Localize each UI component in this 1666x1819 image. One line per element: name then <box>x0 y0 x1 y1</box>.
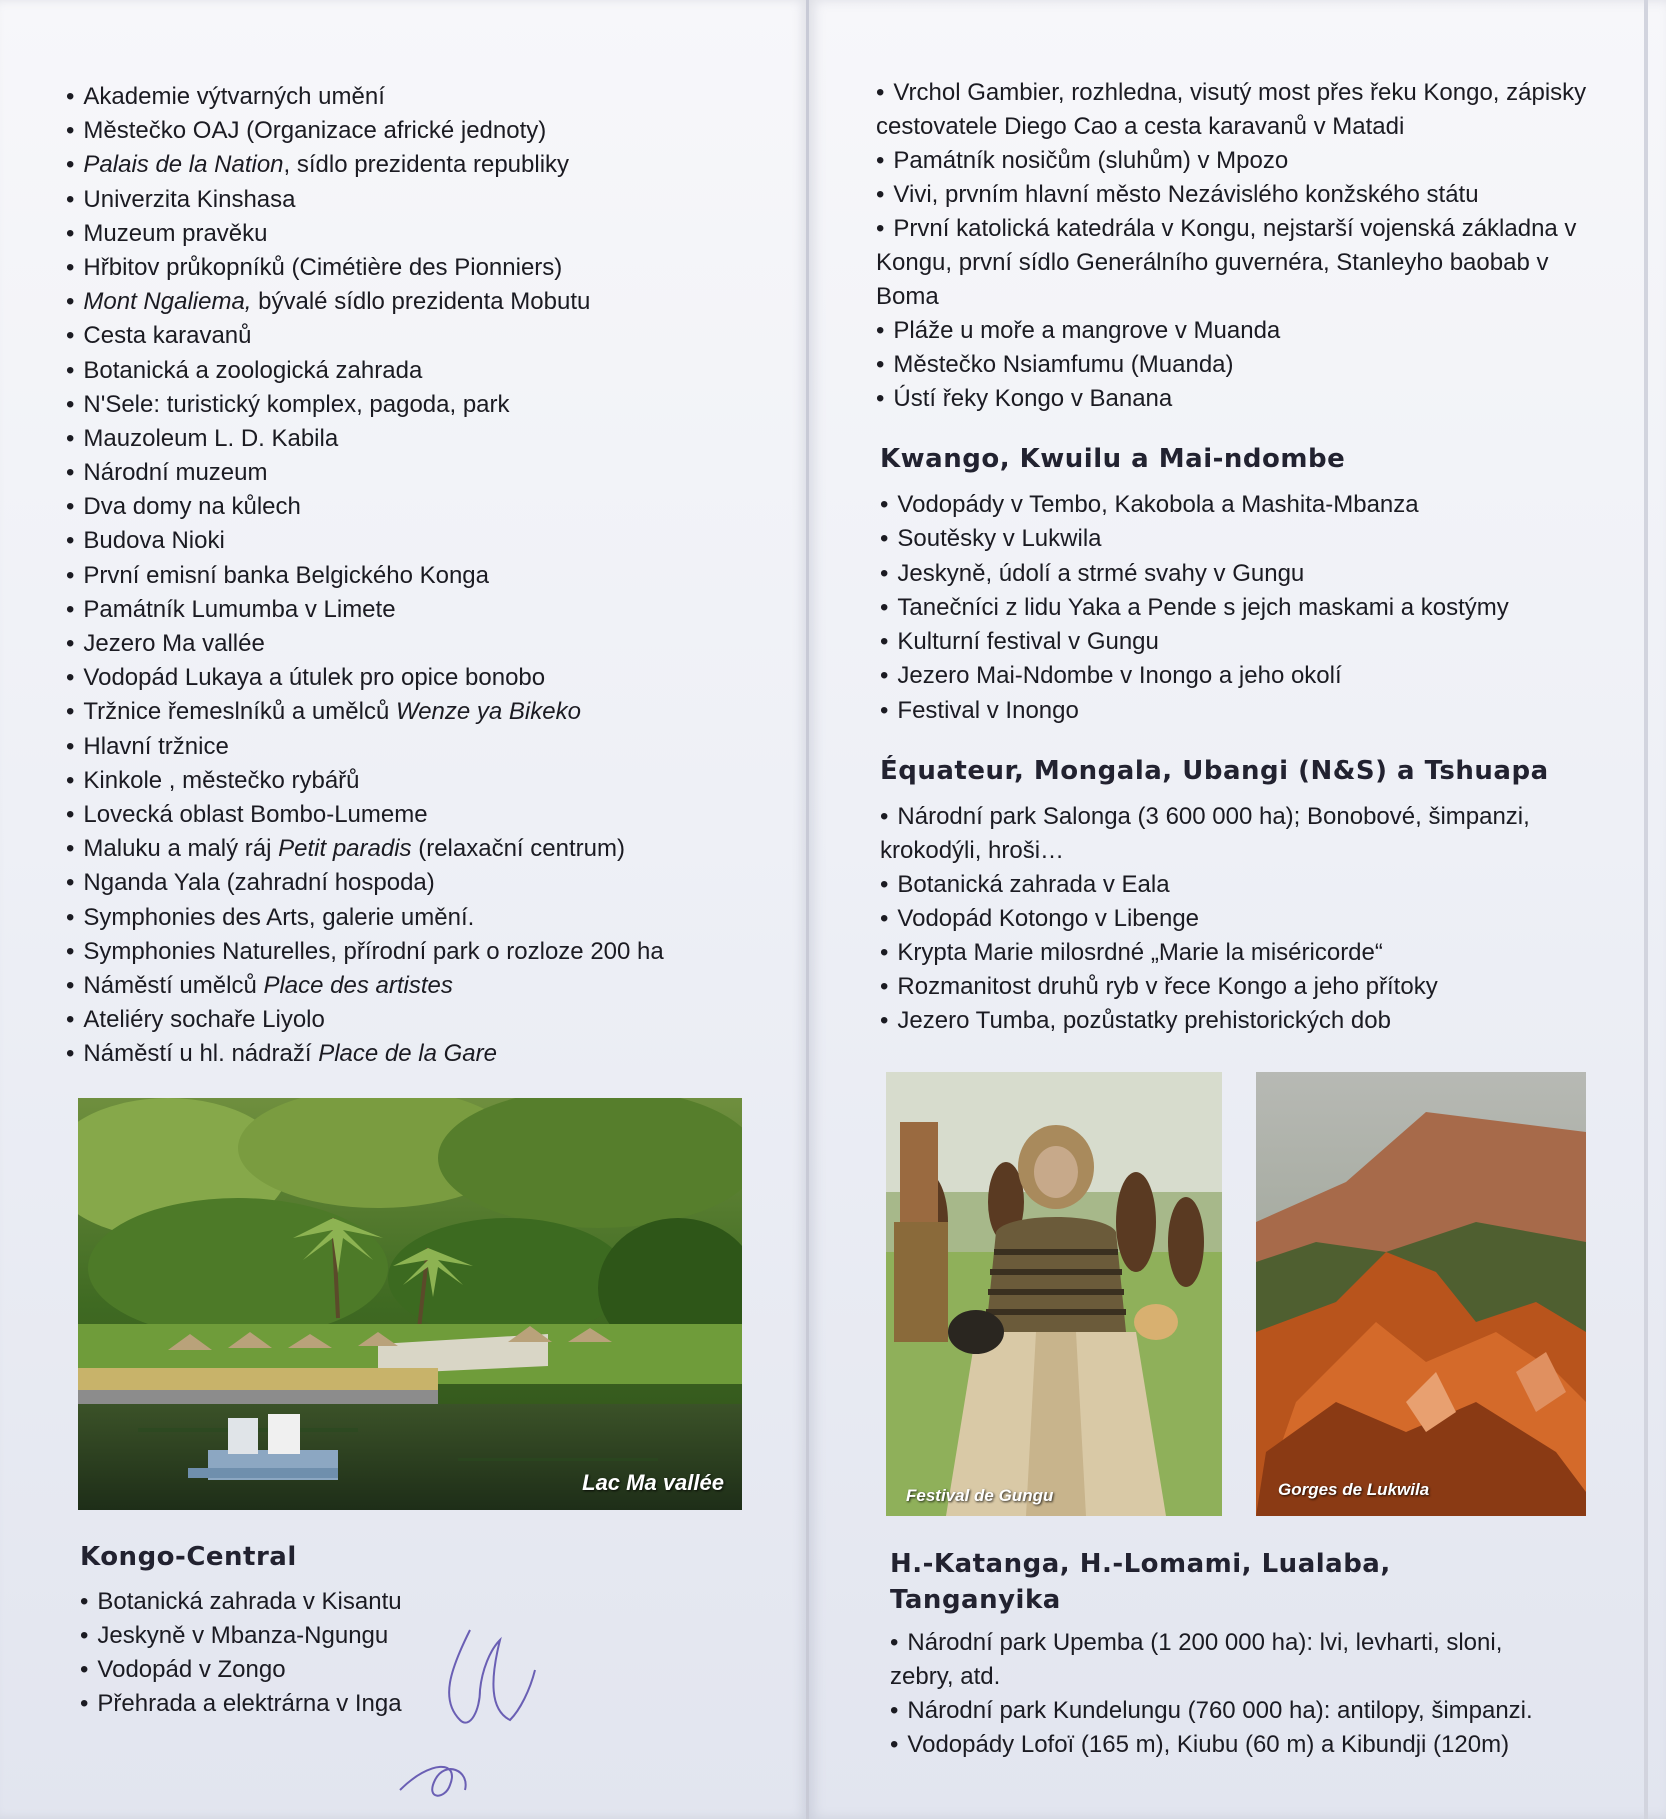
list-item: • Památník Lumumba v Limete <box>66 593 786 627</box>
equateur-heading: Équateur, Mongala, Ubangi (N&S) a Tshuapa <box>880 756 1549 786</box>
list-item: • Symphonies des Arts, galerie umění. <box>66 901 786 935</box>
photo-caption: Festival de Gungu <box>906 1486 1054 1505</box>
list-item: • Vodopády v Tembo, Kakobola a Mashita-Mbanza <box>880 488 1620 522</box>
list-item <box>66 832 786 866</box>
page-fold <box>806 0 809 1819</box>
list-item: • Rozmanitost druhů ryb v řece Kongo a jeho přítoky <box>880 970 1600 1004</box>
kongo-central-heading: Kongo-Central <box>80 1542 297 1572</box>
list-item-text: (relaxační centrum) <box>411 835 625 863</box>
list-item-text: bývalé sídlo prezidenta Mobutu <box>251 288 591 316</box>
list-item-text: Náměstí umělců <box>83 971 264 999</box>
list-item: • Národní muzeum <box>66 456 786 490</box>
list-item: • Městečko Nsiamfumu (Muanda) <box>876 348 1616 382</box>
italic-text: Mont Ngaliema, <box>83 288 252 316</box>
list-item: • Budova Nioki <box>66 524 786 558</box>
list-item: • Národní park Kundelungu (760 000 ha): antilopy, šimpanzi. <box>890 1694 1570 1728</box>
italic-text: Place de la Gare <box>318 1040 497 1068</box>
list-item: • Hlavní tržnice <box>66 730 786 764</box>
paper-edge <box>1644 0 1648 1819</box>
list-item <box>66 969 786 1003</box>
katanga-list <box>890 1626 1570 1762</box>
list-item: • Vodopád Lukaya a útulek pro opice bonobo <box>66 661 786 695</box>
list-item: • První katolická katedrála v Kongu, nejstarší vojenská základna v Kongu, první sídlo Generálního guvernéra, Stanleyho baobab v Boma <box>876 212 1616 314</box>
list-item: • Přehrada a elektrárna v Inga <box>80 1687 540 1721</box>
list-item: • Vivi, prvním hlavní město Nezávislého konžského státu <box>876 178 1616 212</box>
festival-scene-illustration <box>886 1072 1222 1516</box>
lake-scene-illustration <box>78 1098 742 1510</box>
list-item: • Národní park Upemba (1 200 000 ha): lvi, levharti, sloni, zebry, atd. <box>890 1626 1570 1694</box>
festival-gungu-photo <box>886 1072 1222 1516</box>
signature-mark <box>390 1610 590 1810</box>
italic-text: Petit paradis <box>278 835 412 863</box>
list-item: • Festival v Inongo <box>880 694 1620 728</box>
kwango-list <box>880 488 1620 728</box>
list-item: • Jezero Tumba, pozůstatky prehistorických dob <box>880 1004 1600 1038</box>
equateur-list <box>880 800 1600 1038</box>
list-item: • Pláže u moře a mangrove v Muanda <box>876 314 1616 348</box>
list-item: • Botanická zahrada v Kisantu <box>80 1585 540 1619</box>
list-item <box>66 285 786 319</box>
list-item: • Kinkole , městečko rybářů <box>66 764 786 798</box>
katanga-heading: H.-Katanga, H.-Lomami, Lualaba, Tanganyika <box>890 1549 1391 1615</box>
list-item: • Vodopád v Zongo <box>80 1653 540 1687</box>
list-item: • Botanická zahrada v Eala <box>880 868 1600 902</box>
list-item: • Cesta karavanů <box>66 319 786 353</box>
list-item-text: , sídlo prezidenta republiky <box>283 151 570 179</box>
list-item: • Památník nosičům (sluhům) v Mpozo <box>876 144 1616 178</box>
list-item: • Univerzita Kinshasa <box>66 183 786 217</box>
list-item: • Dva domy na kůlech <box>66 490 786 524</box>
list-item <box>66 695 786 729</box>
list-item: • Jezero Mai-Ndombe v Inongo a jeho okolí <box>880 659 1620 693</box>
list-item: • Ústí řeky Kongo v Banana <box>876 382 1616 416</box>
list-item: • Vodopády Lofoï (165 m), Kiubu (60 m) a Kibundji (120m) <box>890 1728 1570 1762</box>
italic-text: Wenze ya Bikeko <box>395 698 581 726</box>
list-item <box>66 1037 786 1071</box>
kongo-central-continued-list <box>876 76 1616 416</box>
list-item: • Jezero Ma vallée <box>66 627 786 661</box>
gorges-scene-illustration <box>1256 1072 1586 1516</box>
list-item: • Vodopád Kotongo v Libenge <box>880 902 1600 936</box>
list-item: • N'Sele: turistický komplex, pagoda, park <box>66 388 786 422</box>
italic-text: Place des artistes <box>263 971 453 999</box>
gorges-lukwila-photo <box>1256 1072 1586 1516</box>
kinshasa-attractions-list <box>66 80 786 1071</box>
list-item <box>66 148 786 182</box>
list-item: • Vrchol Gambier, rozhledna, visutý most přes řeku Kongo, zápisky cestovatele Diego Cao a cesta karavanů v Matadi <box>876 76 1616 144</box>
list-item: • Ateliéry sochaře Liyolo <box>66 1003 786 1037</box>
list-item-text: Náměstí u hl. nádraží <box>83 1040 319 1068</box>
list-item: • Lovecká oblast Bombo-Lumeme <box>66 798 786 832</box>
list-item: • Jeskyně v Mbanza-Ngungu <box>80 1619 540 1653</box>
list-item: • Nganda Yala (zahradní hospoda) <box>66 866 786 900</box>
list-item: • Hřbitov průkopníků (Cimétière des Pionniers) <box>66 251 786 285</box>
list-item-text: Maluku a malý ráj <box>83 835 279 863</box>
list-item: • Krypta Marie milosrdné „Marie la miséricorde“ <box>880 936 1600 970</box>
photo-caption: Gorges de Lukwila <box>1278 1480 1430 1499</box>
list-item: • Muzeum pravěku <box>66 217 786 251</box>
list-item: • Tanečníci z lidu Yaka a Pende s jejch maskami a kostýmy <box>880 591 1620 625</box>
list-item: • Mauzoleum L. D. Kabila <box>66 422 786 456</box>
list-item: • Kulturní festival v Gungu <box>880 625 1620 659</box>
list-item: • Symphonies Naturelles, přírodní park o rozloze 200 ha <box>66 935 786 969</box>
list-item: • Botanická a zoologická zahrada <box>66 354 786 388</box>
list-item: • Městečko OAJ (Organizace africké jednoty) <box>66 114 786 148</box>
list-item: • Akademie výtvarných umění <box>66 80 786 114</box>
list-item: • Jeskyně, údolí a strmé svahy v Gungu <box>880 557 1620 591</box>
photo-caption: Lac Ma vallée <box>582 1470 724 1495</box>
list-item: • Soutěsky v Lukwila <box>880 522 1620 556</box>
list-item-text: Tržnice řemeslníků a umělců <box>83 698 396 726</box>
kwango-heading: Kwango, Kwuilu a Mai-ndombe <box>880 444 1346 474</box>
list-item: • Národní park Salonga (3 600 000 ha); Bonobové, šimpanzi, krokodýli, hroši… <box>880 800 1600 868</box>
lake-ma-vallee-photo <box>78 1098 742 1510</box>
list-item: • První emisní banka Belgického Konga <box>66 559 786 593</box>
italic-text: Palais de la Nation <box>83 151 284 179</box>
